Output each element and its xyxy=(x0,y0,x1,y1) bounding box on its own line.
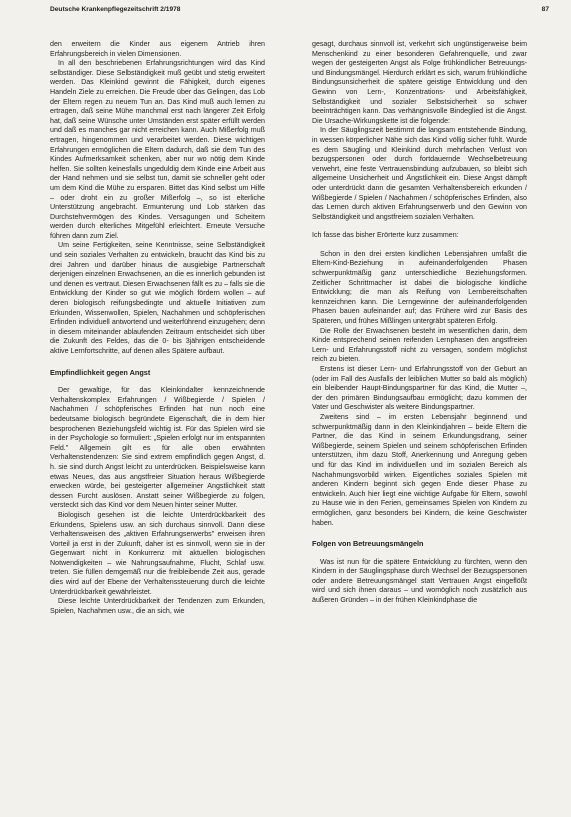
body-paragraph: In all den beschriebenen Erfahrungsrichtungen wird das Kind selbständiger. Diese Selbständigkeit muß geübt und stetig erweitert werden. Das Kleinkind gewinnt die Fähigkeit, durch eigenes Handeln Ziele zu erreichen. Die Freude über das Gelingen, das Lob der Eltern regen zu neuem Tun an. Das Kind muß auch lernen zu ertragen, daß seine Mühe manchmal erst nach längerer Zeit Erfolg hat, daß seine Wünsche unter Umständen erst später erfüllt werden und daß es manches gar nicht erreichen kann. Auch Mißerfolg muß ertragen, hingenommen und verarbeitet werden. Diese wichtigen Erfahrungen ermöglichen die Eltern dadurch, daß sie dem Tun des Kindes Aufmerksamkeit schenken, aber nur wo nötig dem Kinde helfen. Sie sollten keinesfalls ungeduldig dem Kinde eine Arbeit aus der Hand nehmen und sie selbst tun, damit sie schneller geht oder um dem Kind die Mühe zu ersparen. Bittet das Kind selbst um Hilfe – oder droht ein zu großer Mißerfolg –, so ist elterliche Unterstützung angebracht. Ermunterung und Lob stärken das Durchstehvermögen des Kindes. Versagungen und Scheitern werden durch elterliches Mitgefühl erleichtert. Erneute Versuche führen dann zum Ziel. xyxy=(50,59,265,240)
body-paragraph: In der Säuglingszeit bestimmt die langsam entstehende Bindung, in wessen körperlicher Nähe sich das Kind völlig sicher fühlt. Wurde es dem Säugling und Kleinkind durch mehrfachen Verlust von bezugspersonen oder durch fortdauernde Wechselbetreuung verwehrt, eine feste Vertrauensbindung aufzubauen, so bleibt sich allgemeine Unsicherheit und Ängstlichkeit ein. Diese Angst dämpft oder unterdrückt dann die gesamten Verhaltensbereich erkunden / Wißbegierde / Spielen / Nachahmen / schöpferisches Erfinden, also das Lernen durch aktiven Erfahrungserwerb und den Gewinn von Selbständigkeit und angstfreiem sozialen Verhalten. xyxy=(312,126,527,221)
page-number: 87 xyxy=(541,6,549,13)
section-heading: Empfindlichkeit gegen Angst xyxy=(50,367,151,377)
body-paragraph: gesagt, durchaus sinnvoll ist, verkehrt sich ungünstigerweise beim Menschenkind zu einer besonderen Gefahrenquelle, und zwar wegen der gesteigerten Angst als Folge frühkindlicher Betreuungs- und Bindungsmängel. Hierdurch erklärt es sich, warum frühkindliche Bindungsunsicherheit die spätere geistige Entwicklung und den Gewinn von Lern-, Konzentrations- und Arbeitsfähigkeit, Selbständigkeit und sozialer Selbstsicherheit so schwer beeinträchtigen kann. Das verhängnisvolle Bindeglied ist die Angst. Die Ursache-Wirkungskette ist die folgende: xyxy=(312,40,527,125)
body-paragraph: Der gewaltige, für das Kleinkindalter kennzeichnende Verhaltenskomplex Erfahrungen / Wißbegierde / Spielen / Nachahmen / schöpferisches Erfinden hat nun noch eine bedeutsame biologisch begründete Eigenschaft, die in dem hier besprochenen Beziehungsfeld wichtig ist. Für das Spielen wird sie in der Psychologie so formuliert: „Spielen erfolgt nur im entspannten Feld." Allgemein gilt es für alle oben erwähnten Verhaltenstendenzen: Sie sind extrem empfindlich gegen Angst, d. h. sie sind durch Angst leicht zu unterdrücken. Beispielsweise kann etwas Neues, das aus angstfreier Situation heraus Wißbegierde erwecken würde, bei gesteigerter allgemeiner Angstlichkeit statt dessen Furcht auslösen. Anstatt seiner Wißbegierde zu folgen, versteckt sich das Kind vor dem Neuen hinter seiner Mutter. xyxy=(50,386,265,510)
left-column xyxy=(50,40,265,616)
summary-line: Ich fasse das bisher Erörterte kurz zusammen: xyxy=(312,231,459,240)
body-paragraph: Was ist nun für die spätere Entwicklung zu fürchten, wenn den Kindern in der Säuglingsphase durch Wechsel der Bezugspersonen oder andere Betreuungsmängel statt Vertrauen Angst eingeflößt wird und sich ihnen daraus – und womöglich noch zusätzlich aus äußeren Gründen – in der frühen Kleinkindphase die xyxy=(312,557,527,605)
body-paragraph: Diese leichte Unterdrückbarkeit der Tendenzen zum Erkunden, Spielen, Nachahmen usw., die an sich, wie xyxy=(50,597,265,615)
body-paragraph: Die Rolle der Erwachsenen besteht im wesentlichen darin, dem Kinde entsprechend seinen reifenden Lernphasen den angstfreien Lern- und Erfahrungsstoff nicht zu versagen, sondern möglichst reich zu bieten. xyxy=(312,326,527,364)
body-paragraph: den erweitern die Kinder aus eigenem Antrieb ihren Erfahrungsbereich in vielen Dimensionen. xyxy=(50,40,265,58)
section-heading: Folgen von Betreuungsmängeln xyxy=(312,539,424,549)
body-paragraph: Zweitens sind – im ersten Lebensjahr beginnend und schwerpunktmäßig dann in den Kleinkindjahren – beide Eltern die Partner, die das Kind in seinem Erkundungsdrang, seiner Wißbegierde, seinem Spielen und seinem schöpferischen Erfinden unterstützen, ihm dazu Stoff, Anerkennung und Anregung geben und für das Kind im individuellen und im sozialen Bereich als Nachahmungsvorbild wirken. Eigentliches soziales Spielen mit anderen Kindern beginnt sich gegen Ende dieser Phase zu entwickeln. Auch hier liegt eine wichtige Aufgabe für Eltern, sowohl zu Hause wie in den Ferien, gemeinsames Spielen von Kindern zu ermöglichen, ganz besonders bei Kindern, die keine Geschwister haben. xyxy=(312,412,527,527)
right-column xyxy=(312,40,527,606)
body-paragraph: Um seine Fertigkeiten, seine Kenntnisse, seine Selbständigkeit und sein soziales Verhalten zu entwickeln, braucht das Kind bis zu drei Jahren und darüber hinaus die ausgiebige Partnerschaft derjenigen einzelnen Erwachsenen, an die es innerlich gebunden ist und denen es vertraut. Diesen Erwachsenen fällt es zu – falls sie die Entwicklung der Kinder so gut wie möglich fördern wollen – auf deren biologisch reifungsbedingte und aktuelle Initiativen zum Erkunden, Wissenwollen, Spielen, Nachahmen und schöpferischen Erfinden individuell antwortend und weiterführend einzugehen; denn in diesem miteinander ablaufenden Zeitraum entscheidet sich über die Zukunft des Feldes, das die 0- bis 3jährigen entscheidende aktive Lernfortschritte, auf denen alles Spätere aufbaut. xyxy=(50,241,265,355)
body-paragraph: Biologisch gesehen ist die leichte Unterdrückbarkeit des Erkundens, Spielens usw. an sich durchaus sinnvoll. Dann diese Verhaltensweisen des „aktiven Erfahrungserwerbs" erweisen ihren Vorteil ja erst in der Zukunft, daher ist es sinnvoll, wenn sie in der Gegenwart nicht in Konkurrenz mit aktuellen biologischen Notwendigkeiten – wie Nahrungsaufnahme, Flucht, Schlaf usw. treten. Sie füllen demgemäß nur die freibleibende Zeit aus, gerade dies wird auf der Ebene der Verhaltenssteuerung durch die leichte Unterdrückbarkeit gewährleistet. xyxy=(50,510,265,596)
body-paragraph: Schon in den drei ersten kindlichen Lebensjahren umfaßt die Eltern-Kind-Beziehung in aufeinanderfolgenden Phasen schwerpunktmäßig ganz unterschiedliche Beziehungsformen. Zeitlicher Schrittmacher ist dabei die biologische kindliche Entwicklung; die man als Reifung von Lernbereitschaften kennzeichnen kann. Die Lerngewinne der aufeinanderfolgenden Phasen bauen aufeinander auf; das Frühere wird zur Basis des Späteren, und frühes Mißlingen untergräbt späteren Erfolg. xyxy=(312,249,527,326)
journal-title: Deutsche Krankenpflegezeitschrift 2/1978 xyxy=(50,6,181,13)
body-paragraph: Erstens ist dieser Lern- und Erfahrungsstoff von der Geburt an (oder im Fall des Ausfalls der leiblichen Mutter so bald als möglich) ein bleibender Haupt-Bindungspartner für das Kind, die Mutter –, der den primären Bindungsaufbau ermöglicht; dazu kommen der Vater und Geschwister als weitere Bindungspartner. xyxy=(312,365,527,412)
